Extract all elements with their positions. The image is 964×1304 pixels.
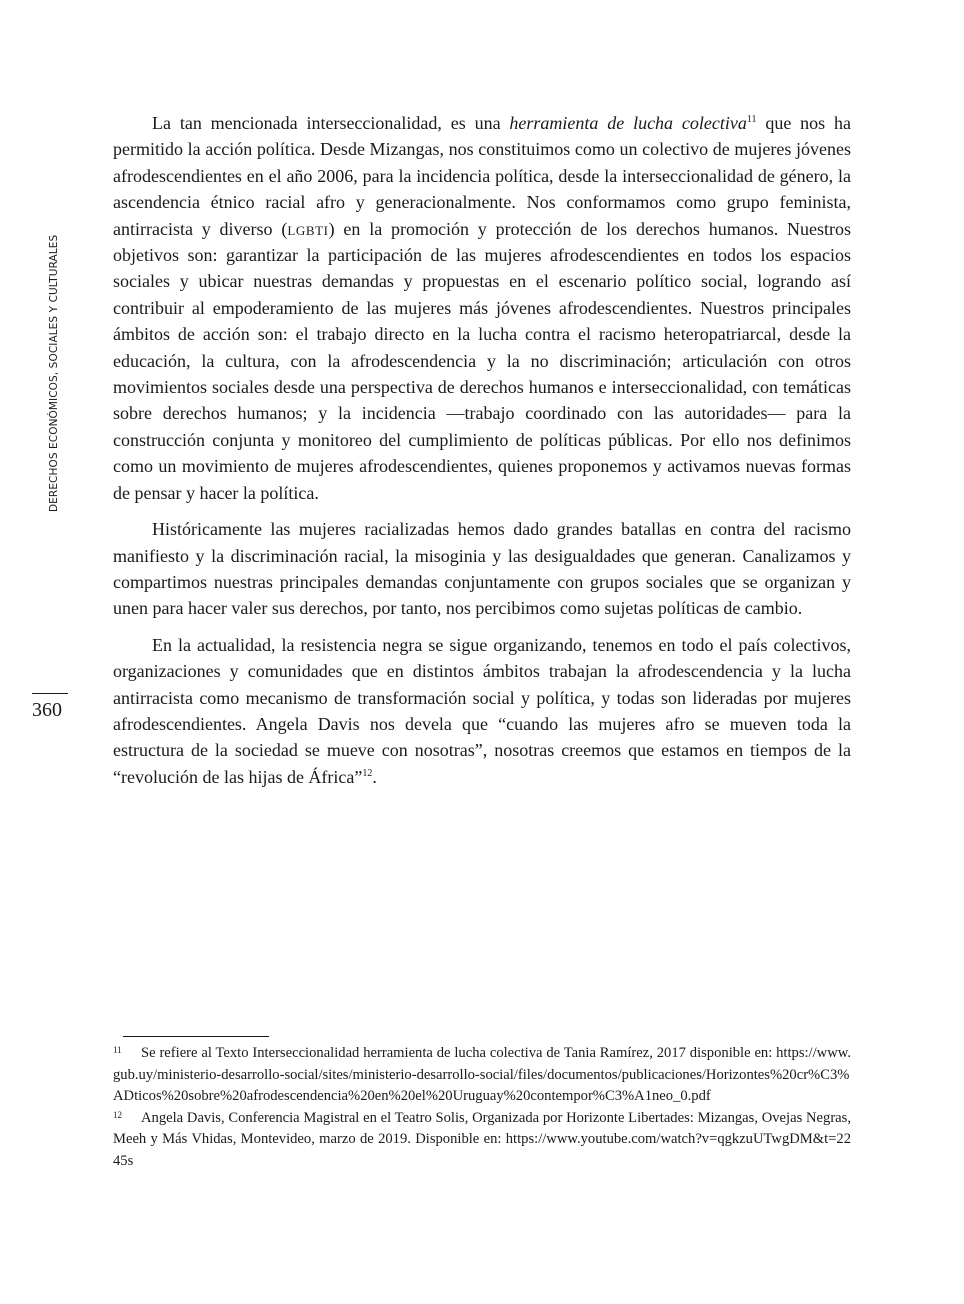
footnote-rule (123, 1036, 269, 1037)
paragraph-3 (113, 632, 851, 790)
page-number-rule (32, 693, 68, 694)
body-text (113, 110, 851, 790)
running-head-vertical (48, 190, 64, 512)
running-head-text: DERECHOS ECONÓMICOS, SOCIALES Y CULTURALES (48, 234, 60, 512)
page-number: 360 (32, 699, 62, 721)
paragraph-1 (113, 110, 851, 506)
footnotes (113, 1043, 851, 1173)
footnote-11: 11 Se refiere al Texto Interseccionalidad herramienta de lucha colectiva de Tania Ramírez, 2017 disponible en: https://www.gub.uy/ministerio-desarrollo-social/sites/ministerio-desarrollo-social/files/documentos/publicaciones/Horizontes%20cr%C3%ADticos%20sobre%20afrodescendencia%20en%20el%20Uruguay%20contempor%C3%A1neo_0.pdf (113, 1045, 851, 1105)
paragraph-1-smallcaps: lgbti (287, 218, 329, 239)
paragraph-1-text-a: La tan mencionada interseccionalidad, es una (152, 113, 510, 133)
footnote-ref-11[interactable]: 11 (746, 114, 757, 125)
paragraph-1-text-b: que nos ha permitido la acción política. Desde Mizangas, nos constituimos como un colectivo de mujeres jóvenes afrodescendientes en el año 2006, para la incidencia política, desde la interseccionalidad de género, la ascendencia étnico racial afro y generacionalmente. Nos conformamos como grupo feminista, antirracista y diverso ( (113, 113, 852, 239)
footnote-12: 12 Angela Davis, Conferencia Magistral en el Teatro Solis, Organizada por Horizonte Libertades: Mizangas, Ovejas Negras, Meeh y Más Vhidas, Montevideo, marzo de 2019. Disponible en: https://www.youtube.com/watch?v=qgkzuUTwgDM&t=2245s (113, 1109, 851, 1169)
footnote-text[interactable]: Angela Davis, Conferencia Magistral en el Teatro Solis, Organizada por Horizonte Libertades: Mizangas, Ovejas Negras, Meeh y Más Vhidas, Montevideo, marzo de 2019. Disponible en: https://www.youtube.com/watch?v=qgkzuUTwgDM&t=2245s (113, 1109, 851, 1169)
paragraph-2: Históricamente las mujeres racializadas hemos dado grandes batallas en contra del racismo manifiesto y la discriminación racial, la misoginia y las desigualdades que generan. Canalizamos y compartimos nuestras principales demandas conjuntamente con grupos sociales que se organizan y unen para hacer valer sus derechos, por tanto, nos percibimos como sujetas políticas de cambio. (113, 519, 851, 619)
paragraph-3-text-b: . (372, 766, 377, 787)
footnote-ref-12[interactable]: 12 (362, 767, 373, 779)
paragraph-1-italic: herramienta de lucha colectiva (509, 113, 747, 133)
footnote-text[interactable]: Se refiere al Texto Interseccionalidad herramienta de lucha colectiva de Tania Ramírez, 2017 disponible en: https://www.gub.uy/ministerio-desarrollo-social/sites/ministerio-desarrollo-social/files/documentos/publicaciones/Horizontes%20cr%C3%ADticos%20sobre%20afrodescendencia%20en%20el%20Uruguay%20contempor%C3%A1neo_0.pdf (113, 1045, 851, 1105)
paragraph-3-text-a: En la actualidad, la resistencia negra se sigue organizando, tenemos en todo el país colectivos, organizaciones y comunidades que en distintos ámbitos trabajan la afrodescendencia y la lucha antirracista como mecanismo de transformación social y política, y todas son lideradas por mujeres afrodescendientes. Angela Davis nos devela que “cuando las mujeres afro se mueven toda la estructura de la sociedad se mueve con nosotras”, nosotras creemos que estamos en tiempos de la “revolución de las hijas de África” (113, 634, 851, 787)
paragraph-1-text-c: ) en la promoción y protección de los derechos humanos. Nuestros objetivos son: garantizar la participación de las mujeres afrodescendientes en todos los espacios sociales y ubicar nuestras demandas y propuestas en el escenario político social, logrando así contribuir al empoderamiento de las mujeres más jóvenes afrodescendientes. Nuestros principales ámbitos de acción son: el trabajo directo en la lucha contra el racismo heteropatriarcal, desde la educación, la cultura, con la afrodescendencia y la no discriminación; articulación con otros movimientos sociales desde una perspectiva de derechos humanos e interseccionalidad, con temáticas sobre derechos humanos; y la incidencia —trabajo coordinado con las autoridades— para la construcción conjunta y monitoreo del cumplimiento de políticas públicas. Por ello nos definimos como un movimiento de mujeres afrodescendientes, quienes proponemos y activamos nuevas formas de pensar y hacer la política. (113, 218, 852, 503)
